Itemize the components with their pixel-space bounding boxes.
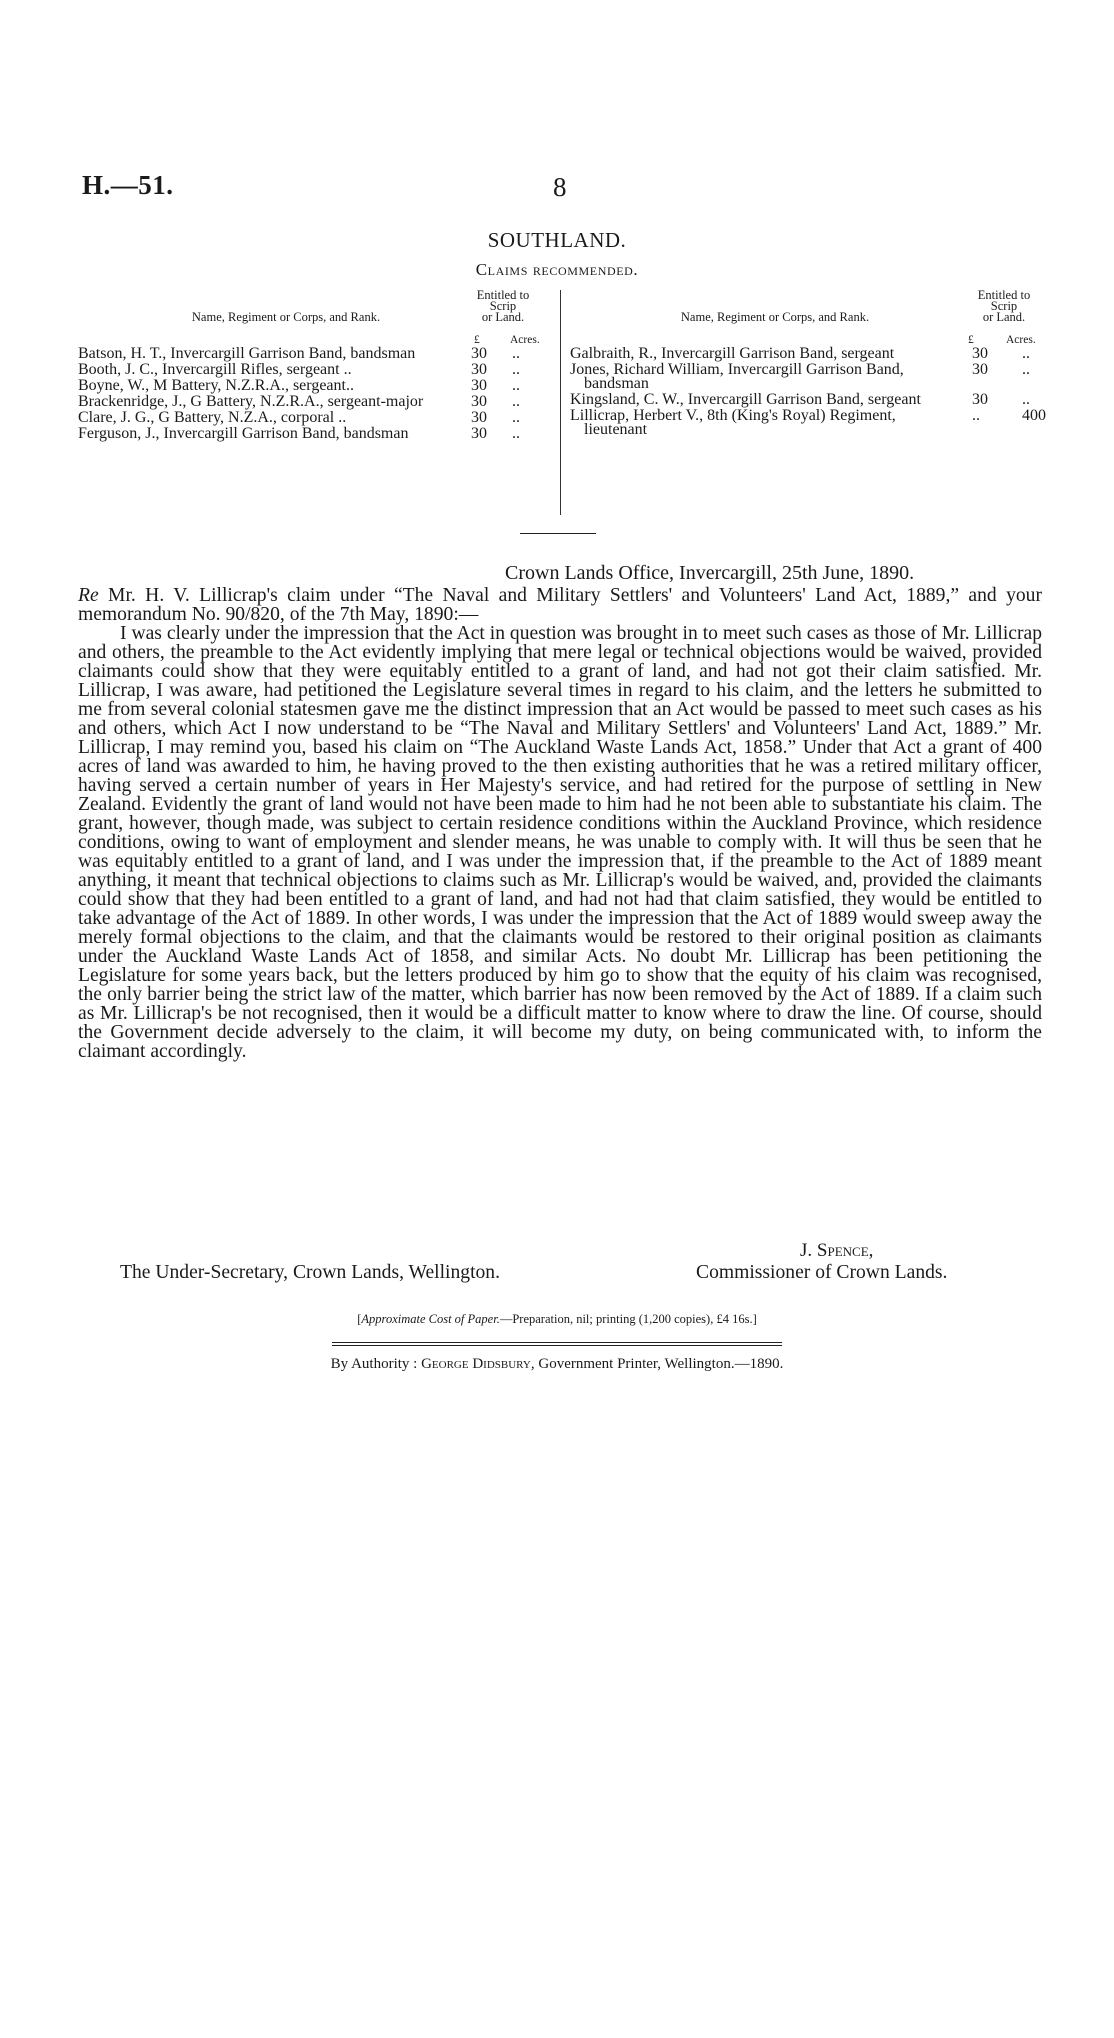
claimant-name: Ferguson, J., Invercargill Garrison Band, bandsman <box>78 425 409 442</box>
acres-value: .. <box>512 425 520 442</box>
letter-addressee: The Under-Secretary, Crown Lands, Wellington. <box>120 1262 501 1283</box>
acres-value: .. <box>512 345 520 362</box>
letter-dateline: Crown Lands Office, Invercargill, 25th June, 1890. <box>505 562 915 584</box>
scrip-value: 30 <box>471 393 487 410</box>
claims-rows-left <box>78 347 558 443</box>
claimant-name: Lillicrap, Herbert V., 8th (King's Royal) Regiment, lieutenant <box>570 407 896 438</box>
claimant-name: Brackenridge, J., G Battery, N.Z.R.A., sergeant-major <box>78 393 424 410</box>
claimant-name: Boyne, W., M Battery, N.Z.R.A., sergeant.. <box>78 377 354 394</box>
column-header-entitled: Entitled to Scrip or Land. <box>977 288 1031 324</box>
printer-imprint: By Authority : George Didsbury, Government Printer, Wellington.—1890. <box>330 1356 784 1372</box>
page-number: 8 <box>553 172 567 202</box>
acres-value: .. <box>512 377 520 394</box>
claims-rows-right <box>570 347 1048 439</box>
scrip-value: 30 <box>972 345 988 362</box>
acres-value: .. <box>1022 345 1030 362</box>
letter-subject: Re Mr. H. V. Lillicrap's claim under “The Naval and Military Settlers' and Volunteers' Land Act, 1889,” and your memorandum No. 90/820, of the 7th May, 1890:— <box>78 585 1042 625</box>
acres-value: 400 <box>1022 407 1046 424</box>
cost-note: [Approximate Cost of Paper.—Preparation, nil; printing (1,200 copies), £4 16s.] <box>357 1312 757 1326</box>
table-row <box>78 395 558 409</box>
column-header-name: Name, Regiment or Corps, and Rank. <box>680 310 870 324</box>
claimant-name: Jones, Richard William, Invercargill Garrison Band, bandsman <box>570 361 904 392</box>
claimant-name: Batson, H. T., Invercargill Garrison Band, bandsman <box>78 345 416 362</box>
claimant-name: Booth, J. C., Invercargill Rifles, sergeant .. <box>78 361 352 378</box>
letter-paragraph: I was clearly under the impression that the Act in question was brought in to meet such cases as those of Mr. Lillicrap and others, the preamble to the Act evidently implying that mere legal or technical objections would be waived, provided claimants could show that they were equitably entitled to a grant of land, and had not got their claim satisfied. Mr. Lillicrap, I was aware, had petitioned the Legislature several times in regard to his claim, and the letters he submitted to me from several colonial statesmen gave me the distinct impression that an Act would be passed to meet such cases as his and others, which Act I now understand to be “The Naval and Military Settlers' and Volunteers' Land Act, 1889.” Mr. Lillicrap, I may remind you, based his claim on “The Auckland Waste Lands Act, 1858.” Under that Act a grant of 400 acres of land was awarded to him, he having proved to the then existing authorities that he was a retired military officer, having served a certain number of years in Her Majesty's service, and had retired for the purpose of settling in New Zealand. Evidently the grant of land would not have been made to him had he not been able to substantiate his claim. The grant, however, though made, was subject to certain residence conditions within the Auckland Province, which residence conditions, owing to want of employment and slender means, he was unable to comply with. It will thus be seen that he was equitably entitled to a grant of land, and I was under the impression that, if the preamble to the Act of 1889 meant anything, it meant that technical objections to claims such as Mr. Lillicrap's would be waived, and, provided the claimants could show that they had been entitled to a grant of land, and had not had that claim satisfied, they would be entitled to take advantage of the Act of 1889. In other words, I was under the impression that the Act of 1889 would sweep away the merely formal objections to the claim, and that the claimants would be restored to their original position as claimants under the Auckland Waste Lands Act of 1858, and similar Acts. No doubt Mr. Lillicrap has been petitioning the Legislature for some years back, but the letters produced by him go to show that the equity of his claim was recognised, the only barrier being the strict law of the matter, which barrier has now been removed by the Act of 1889. If a claim such as Mr. Lillicrap's be not recognised, then it would be a difficult matter to know where to draw the line. Of course, should the Government decide adversely to the claim, it will become my duty, on being communicated with, to inform the claimant accordingly. <box>78 623 1042 1062</box>
unit-acres: Acres. <box>510 334 540 346</box>
acres-value: .. <box>512 409 520 426</box>
column-divider <box>560 290 561 515</box>
acres-value: .. <box>1022 361 1030 378</box>
scrip-value: 30 <box>471 425 487 442</box>
claims-table-right <box>570 290 1048 515</box>
table-row <box>78 347 558 361</box>
scrip-value: 30 <box>972 361 988 378</box>
scrip-value: 30 <box>471 361 487 378</box>
table-row <box>570 409 1048 437</box>
footer-divider <box>332 1342 782 1346</box>
section-divider <box>520 533 596 534</box>
table-row <box>570 363 1048 391</box>
signature-title: Commissioner of Crown Lands. <box>696 1262 948 1283</box>
table-row <box>78 379 558 393</box>
table-row <box>570 393 1048 407</box>
column-header-name: Name, Regiment or Corps, and Rank. <box>191 310 381 324</box>
unit-pounds: £ <box>474 334 480 346</box>
table-row <box>78 363 558 377</box>
table-row <box>570 347 1048 361</box>
table-row <box>78 411 558 425</box>
acres-value: .. <box>1022 391 1030 408</box>
scrip-value: 30 <box>471 377 487 394</box>
scrip-value: .. <box>972 407 980 424</box>
scrip-value: 30 <box>471 345 487 362</box>
letter-body <box>78 586 1042 1061</box>
acres-value: .. <box>512 393 520 410</box>
section-subtitle: Claims recommended. <box>475 260 639 279</box>
region-heading: SOUTHLAND. <box>487 228 627 252</box>
unit-acres: Acres. <box>1006 334 1036 346</box>
claimant-name: Galbraith, R., Invercargill Garrison Band, sergeant <box>570 345 895 362</box>
claims-table <box>78 290 1048 515</box>
scrip-value: 30 <box>972 391 988 408</box>
acres-value: .. <box>512 361 520 378</box>
unit-pounds: £ <box>968 334 974 346</box>
column-header-entitled: Entitled to Scrip or Land. <box>476 288 530 324</box>
signature-name: J. Spence, <box>800 1240 874 1261</box>
claimant-name: Clare, J. G., G Battery, N.Z.A., corporal .. <box>78 409 347 426</box>
scrip-value: 30 <box>471 409 487 426</box>
claims-table-left <box>78 290 558 515</box>
table-row <box>78 427 558 441</box>
claimant-name: Kingsland, C. W., Invercargill Garrison Band, sergeant <box>570 391 921 408</box>
document-reference: H.—51. <box>82 170 174 200</box>
